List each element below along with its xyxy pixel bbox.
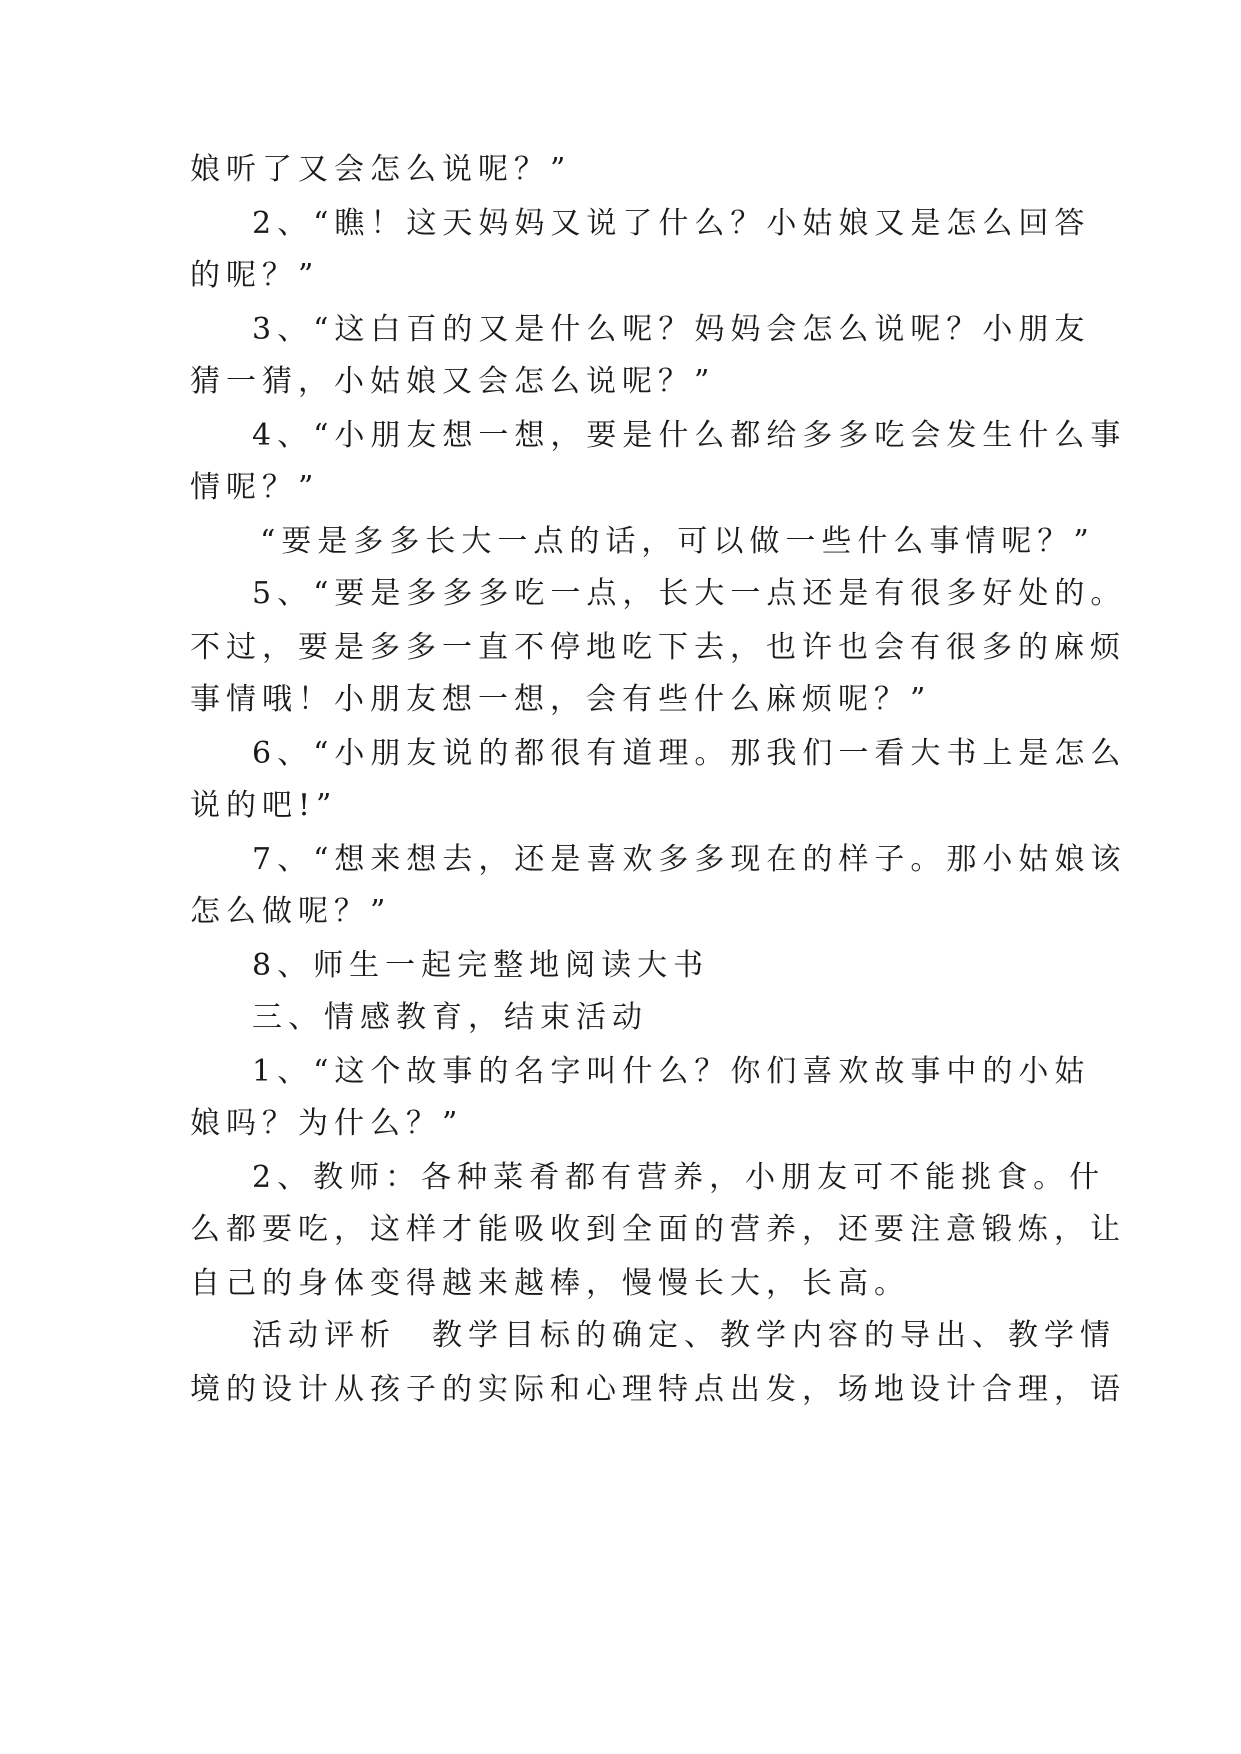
text-line: 不过，要是多多一直不停地吃下去，也许也会有很多的麻烦: [190, 630, 1126, 665]
text-line: 怎么做呢？”: [190, 894, 392, 929]
text-line: 情呢？”: [190, 470, 320, 505]
text-line: 1、“这个故事的名字叫什么？你们喜欢故事中的小姑: [252, 1054, 1091, 1089]
text-line: 8、师生一起完整地阅读大书: [252, 948, 710, 983]
section-heading: 三、情感教育，结束活动: [252, 1000, 648, 1035]
text-line: 2、“瞧！这天妈妈又说了什么？小姑娘又是怎么回答: [252, 206, 1091, 241]
text-line: 境的设计从孩子的实际和心理特点出发，场地设计合理，语: [190, 1372, 1126, 1407]
text-line: 5、“要是多多多吃一点，长大一点还是有很多好处的。: [252, 576, 1127, 611]
text-line: 猜一猜，小姑娘又会怎么说呢？”: [190, 364, 716, 399]
text-line: 2、教师：各种菜肴都有营养，小朋友可不能挑食。什: [252, 1160, 1106, 1195]
text-line: 事情哦！小朋友想一想，会有些什么麻烦呢？”: [190, 682, 932, 717]
text-line: 活动评析 教学目标的确定、教学内容的导出、教学情: [252, 1318, 1116, 1353]
text-line: 么都要吃，这样才能吸收到全面的营养，还要注意锻炼，让: [190, 1212, 1126, 1247]
text-line: 娘听了又会怎么说呢？”: [190, 152, 572, 187]
text-line: “要是多多长大一点的话，可以做一些什么事情呢？”: [260, 524, 1095, 559]
text-line: 娘吗？为什么？”: [190, 1106, 464, 1141]
text-line: 自己的身体变得越来越棒，慢慢长大，长高。: [190, 1266, 910, 1301]
text-line: 4、“小朋友想一想，要是什么都给多多吃会发生什么事: [252, 418, 1127, 453]
text-line: 7、“想来想去，还是喜欢多多现在的样子。那小姑娘该: [252, 842, 1127, 877]
text-line: 6、“小朋友说的都很有道理。那我们一看大书上是怎么: [252, 736, 1127, 771]
text-line: 3、“这白百的又是什么呢？妈妈会怎么说呢？小朋友: [252, 312, 1091, 347]
text-line: 的呢？”: [190, 258, 320, 293]
text-line: 说的吧!”: [190, 788, 338, 823]
